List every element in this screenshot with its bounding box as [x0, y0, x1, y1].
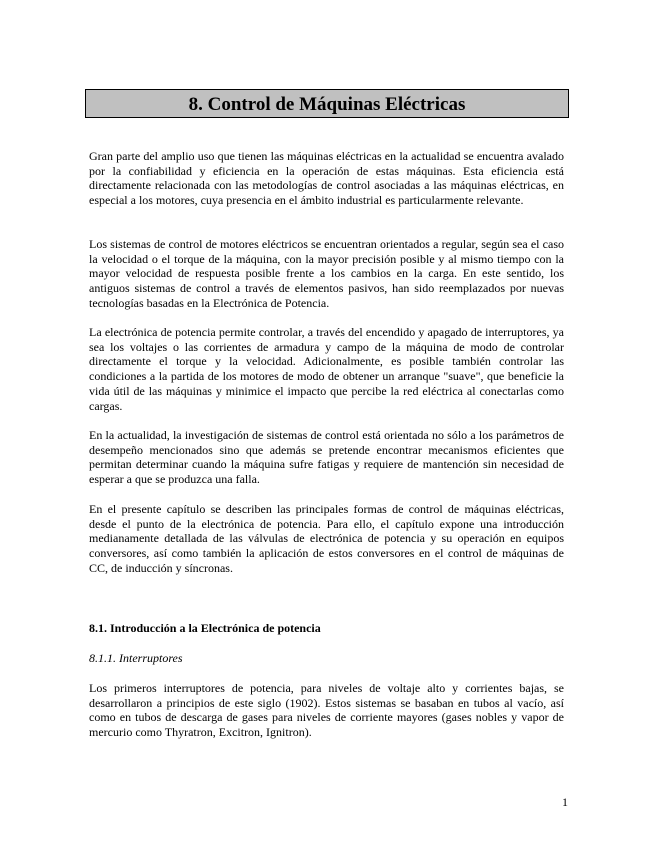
paragraph-power-electronics: La electrónica de potencia permite controlar, a través del encendido y apagado de interruptores, ya sea los voltajes o las corrientes de armadura y campo de la máquina de modo de controlar directamente el torque y la velocidad. Adicionalmente, es posible también controlar las condiciones a la partida de los motores de modo de obtener un arranque "suave", que beneficie la vida útil de las máquinas y minimice el impacto que percibe la red eléctrica al conectarlas como cargas. — [89, 325, 564, 413]
paragraph-chapter-overview: En el presente capítulo se describen las principales formas de control de máquinas eléctricas, desde el punto de la electrónica de potencia. Para ello, el capítulo expone una introducción medianamente detallada de las válvulas de electrónica de potencia y su operación en equipos conversores, así como también la aplicación de estos conversores en el control de máquinas de CC, de inducción y síncronas. — [89, 502, 564, 575]
paragraph-interruptores: Los primeros interruptores de potencia, para niveles de voltaje alto y corrientes bajas, se desarrollaron a principios de este siglo (1902). Estos sistemas se basaban en tubos al vacío, así como en tubos de descarga de gases para niveles de corriente mayores (gases nobles y vapor de mercurio como Thyratron, Excitron, Ignitron). — [89, 681, 564, 740]
page-number: 1 — [562, 795, 568, 809]
chapter-title: 8. Control de Máquinas Eléctricas — [85, 89, 569, 118]
paragraph-research: En la actualidad, la investigación de sistemas de control está orientada no sólo a los parámetros de desempeño mencionados sino que además se pretende encontrar mecanismos eficientes que permitan determinar cuando la máquina sufre fatigas y requiere de mantención sin necesidad de esperar a que se produzca una falla. — [89, 428, 564, 487]
subsection-heading: 8.1.1. Interruptores — [89, 651, 183, 665]
paragraph-control-systems: Los sistemas de control de motores eléctricos se encuentran orientados a regular, según sea el caso la velocidad o el torque de la máquina, con la mayor precisión posible y al mismo tiempo con la mayor velocidad de respuesta posible frente a los cambios en la carga. En este sentido, los antiguos sistemas de control a través de elementos pasivos, han sido reemplazados por nuevas tecnologías basadas en la Electrónica de Potencia. — [89, 237, 564, 310]
paragraph-intro: Gran parte del amplio uso que tienen las máquinas eléctricas en la actualidad se encuentra avalado por la confiabilidad y eficiencia en la operación de estas máquinas. Esta eficiencia está directamente relacionada con las metodologías de control asociadas a las máquinas eléctricas, en especial a los motores, cuya presencia en el ámbito industrial es particularmente relevante. — [89, 149, 564, 208]
section-heading: 8.1. Introducción a la Electrónica de potencia — [89, 621, 321, 635]
